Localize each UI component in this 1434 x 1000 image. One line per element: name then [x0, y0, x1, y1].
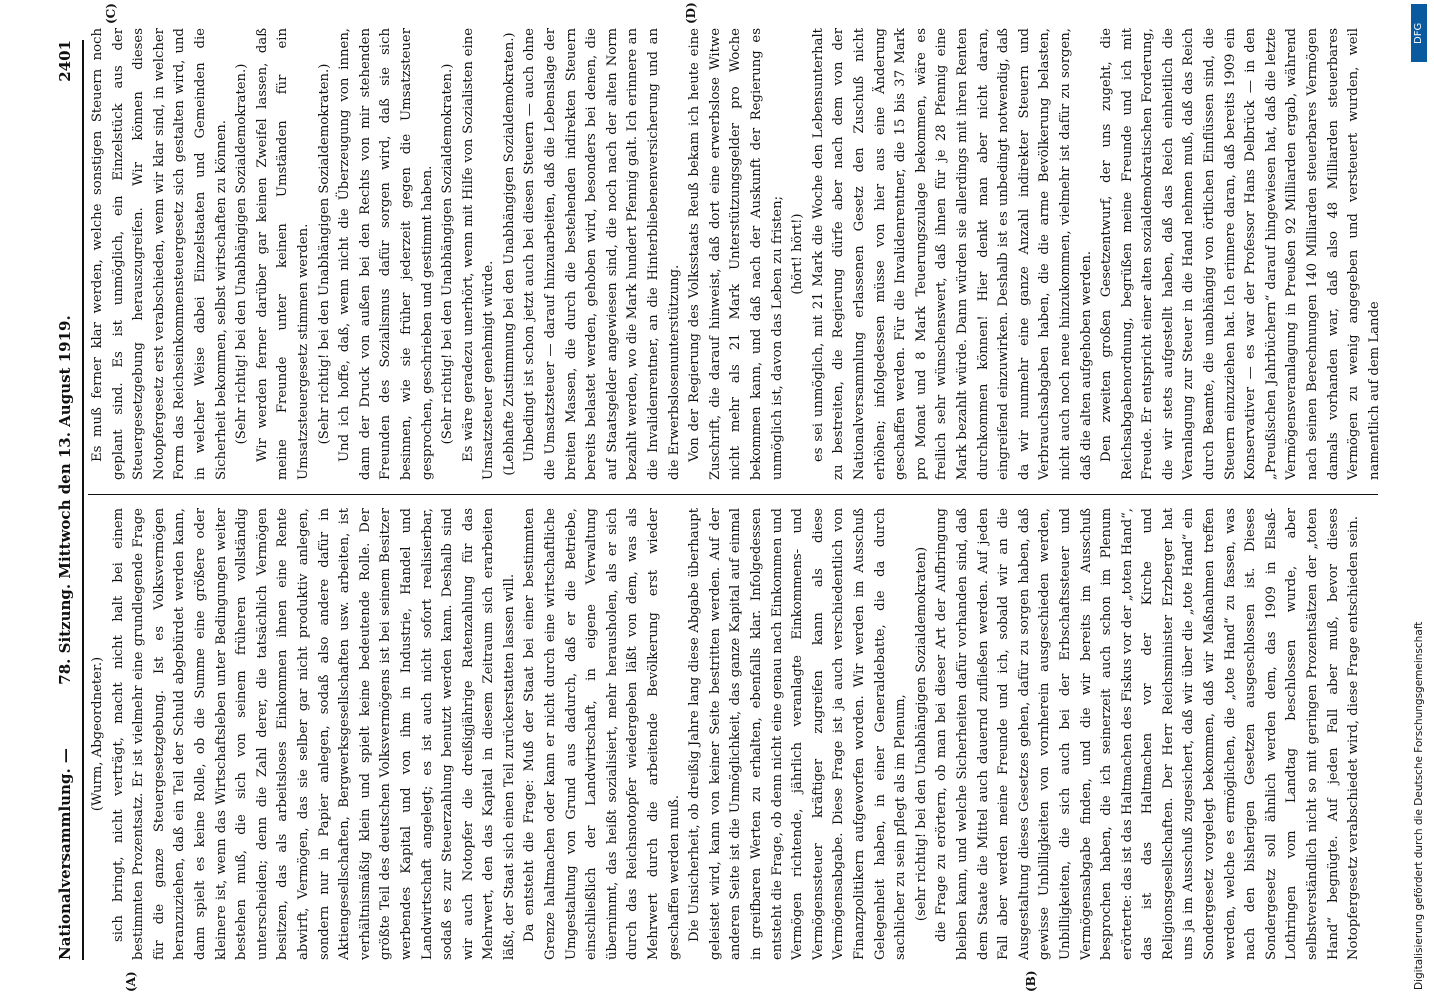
- speaker-line: (Wurm, Abgeordneter.): [90, 656, 105, 812]
- dfg-logo: DFG: [1411, 4, 1427, 62]
- header-rule: [82, 40, 84, 960]
- page-number: 2401: [56, 40, 74, 82]
- interjection: (Sehr richtig! bei den Unabhängigen Sozialdemokraten.): [440, 63, 456, 445]
- paragraph: Und ich hoffe, daß, wenn nicht die Überzeugung von innen, dann der Druck von außen bei den Rechts von mir stehenden Freunden des Sozialismus dafür sorgen wird, daß sie sich besinnen, wie sie früher jederzeit gegen die Umsatzsteuer gesprochen, geschrieben und gestimmt haben.: [337, 28, 435, 480]
- paragraph: es sei unmöglich, mit 21 Mark die Woche den Lebensunterhalt zu bestreiten, die Regierung dürfe aber nach dem von der Nationalversammlung erlassenen Gesetz den Zuschuß nicht erhöhen; infolgedessen müsse von hier aus eine Änderung geschaffen werden. Für die Invalidenrentner, die 15 bis 37 Mark pro Monat und 8 Mark Teuerungszulage bekommen, wäre es freilich sehr wünschenswert, daß ihnen für je 28 Pfennig eine Mark bezahlt würde. Dann würden sie allerdings mit ihren Renten durchkommen können! Hier denkt man aber nicht daran, eingreifend einzuwirken. Deshalb ist es unbedingt notwendig, daß da wir nunmehr eine ganze Anzahl indirekter Steuern und Verbrauchsabgaben haben, die die arme Bevölkerung belasten, nicht auch noch neue hinzukommen, vielmehr ist dafür zu sorgen, daß die alten aufgehoben werden.: [810, 28, 1094, 480]
- text-column-left: [88, 508, 1388, 960]
- margin-marker-d: (D): [684, 2, 698, 24]
- interjection: (Sehr richtig! bei den Unabhängigen Sozialdemokraten.): [234, 63, 250, 445]
- interjection: (Sehr richtig! bei den Unabhängigen Sozialdemokraten.): [316, 63, 332, 445]
- page-header: [52, 40, 78, 960]
- text-column-right: [88, 28, 1388, 480]
- paragraph: Die Unsicherheit, ob dreißig Jahre lang diese Abgabe überhaupt geleistet wird, kann von keiner Seite bestritten werden. Auf der anderen Seite ist die Unmöglichkeit, das ganze Kapital auf einmal in greifbaren Werten zu erhalten, ebenfalls klar. Infolgedessen entsteht die Frage, ob denn nicht eine genau nach Einkommen und Vermögen richtende, jährlich veranlagte Einkommens- und Vermögenssteuer kräftiger zugreifen kann als diese Vermögensabgabe. Diese Frage ist ja auch verschiedentlich von Finanzpolitikern aufgeworfen worden. Wir werden im Ausschuß Gelegenheit haben, in einer Generaldebatte, die da durch sachlicher zu sein pflegt als im Plenum,: [687, 508, 909, 960]
- paragraph: Unbedingt ist schon jetzt auch bei diesen Steuern — auch ohne die Umsatzsteuer — darauf hinzuarbeiten, daß die Lebenslage der breiten Massen, die durch die bestehenden indirekten Steuern bereits belastet werden, gehoben wird, besonders bei denen, die auf Staatsgelder angewiesen sind, die noch nach der alten Norm bezahlt werden, wo die Mark hundert Pfennig galt. Ich erinnere an die Invalidenrentner, an die Hinterbliebenenversicherung und an die Erwerbslosenunterstützung.: [522, 28, 682, 480]
- paragraph: Wir werden ferner darüber gar keinen Zweifel lassen, daß meine Freunde unter keinen Umständen für ein Umsatzsteuergesetz stimmen werden.: [254, 28, 311, 480]
- paragraph: Da entsteht die Frage: Muß der Staat bei einer bestimmten Grenze haltmachen oder kann er nicht durch eine wirtschaftliche Umgestaltung von Grund aus dadurch, daß er die Betriebe, einschließlich der Landwirtschaft, in eigene Verwaltung übernimmt, das heißt sozialisiert, mehr herausholen, als er sich durch das Reichsnotopfer wiedergeben läßt von dem, was als Mehrwert durch die arbeitende Bevölkerung erst wieder geschaffen werden muß.: [522, 508, 682, 960]
- paragraph: Es wäre geradezu unerhört, wenn mit Hilfe von Sozialisten eine Umsatzsteuer genehmigt würde.: [460, 28, 497, 480]
- paragraph: die Frage zu erörtern, ob man bei dieser Art der Aufbringung bleiben kann, und welche Sicherheiten dafür vorhanden sind, daß dem Staate die Mittel auch dauernd zufließen werden. Auf jeden Fall aber werden meine Freunde und ich, sobald wir an die Ausgestaltung dieses Gesetzes gehen, dafür zu sorgen haben, daß gewisse Unbilligkeiten von vornherein ausgeschieden werden, Unbilligkeiten, die sich auch bei der Erbschaftssteuer und Vermögensabgabe finden, und die wir bereits im Ausschuß besprochen haben, die ich seinerzeit auch schon im Plenum erörterte: das ist das Haltmachen des Fiskus vor der „toten Hand“, das ist das Haltmachen vor der Kirche und Religionsgesellschaften. Der Herr Reichsminister Erzberger hat uns ja im Ausschuß zugesichert, daß wir über die „tote Hand“ ein Sondergesetz vorgelegt bekommen, daß wir Maßnahmen treffen werden, welche es ermöglichen, die „tote Hand“ zu fassen, was nach den bisherigen Gesetzen ausgeschlossen ist. Dieses Sondergesetz soll ähnlich werden dem, das 1909 in Elsaß-Lothringen vom Landtag beschlossen wurde, aber selbstverständlich nicht so mit geringen Prozentsätzen der „toten Hand“ begnügte. Auf jeden Fall aber muß, bevor dieses Notopfergesetz verabschiedet wird, diese Frage entschieden sein.: [934, 508, 1362, 960]
- header-left: Nationalversammlung. —: [56, 748, 74, 960]
- digitization-credit: Digitalisierung gefördert durch die Deutsche Forschungsgemeinschaft: [1413, 621, 1425, 990]
- interjection: (sehr richtig! bei den Unabhängigen Sozialdemokraten): [913, 546, 929, 922]
- interjection: (Lebhafte Zustimmung bei den Unabhängigen Sozialdemokraten.): [501, 32, 517, 476]
- interjection: (hört! hört!): [790, 213, 806, 295]
- margin-marker-b: (B): [1024, 970, 1038, 992]
- paragraph: Den zweiten großen Gesetzentwurf, der uns zugeht, die Reichsabgabenordnung, begrüßen meine Freunde und ich mit Freude. Er entspricht einer alten sozialdemokratischen Forderung, die wir stets aufgestellt haben, daß das Reich einheitlich die Veranlagung zur Steuer in die Hand nehmen muß, daß das Reich durch Beamte, die unabhängig von örtlichen Einflüssen sind, die Steuern einzuziehen hat. Ich erinnere daran, daß bereits 1909 ein Konservativer — es war der Professor Hans Delbrück — in den „Preußischen Jahrbüchern“ darauf hingewiesen hat, daß die letzte Vermögensveranlagung in Preußen 92 Milliarden ergab, während nach seinen Berechnungen 140 Milliarden steuerbares Vermögen damals vorhanden war, daß also 48 Milliarden steuerbares Vermögen zu wenig angegeben und versteuert wurden, weil namentlich auf dem Lande: [1099, 28, 1382, 480]
- margin-marker-c: (C): [104, 3, 118, 24]
- paragraph: sich bringt, nicht verträgt, macht nicht halt bei einem bestimmten Prozentsatz. Er ist vielmehr eine grundlegende Frage für die ganze Steuergesetzgebung. Ist es Volksvermögen heranzuziehen, daß ein Teil der Schuld abgebürdet werden kann, dann spielt es keine Rolle, ob die Summe eine größere oder kleinere ist, wenn das Wirtschaftsleben unter Bedingungen weiter bestehen muß, die sich von seinem früheren vollständig unterscheiden; denn die Zahl derer, die tatsächlich Vermögen besitzen, das als arbeitsloses Einkommen ihnen eine Rente abwirft, Vermögen, das sie selber gar nicht produktiv anlegen, sondern nur in Papier anlegen, sodaß also andere dafür in Aktiengesellschaften, Bergwerksgesellschaften usw. arbeiten, ist verhältnismäßig klein und spielt keine bedeutende Rolle. Der größte Teil des deutschen Volksvermögens ist bei seinem Besitzer werbendes Kapital und von ihm in Industrie, Handel und Landwirtschaft angelegt; es ist auch nicht sofort realisierbar, sodaß es zur Steuerzahlung benutzt werden kann. Deshalb sind wir auch Notopfer die dreißigjährige Ratenzahlung für das Mehrwert, den das Kapital in diesem Zeitraum sich erarbeiten läßt, der Staat sich einen Teil zurückerstatten lassen will.: [110, 508, 517, 960]
- paragraph: Es muß ferner klar werden, welche sonstigen Steuern noch geplant sind. Es ist unmöglich, ein Einzelstück aus der Steuergesetzgebung herauszugreifen. Wir können dieses Notopfergesetz erst verabschieden, wenn wir klar sind, in welcher Form das Reichseinkommensteuergesetz sich gestalten wird, und in welcher Weise dabei Einzelstaaten und Gemeinden die Sicherheit bekommen, selbst wirtschaften zu können.: [90, 28, 229, 480]
- header-center: 78. Sitzung. Mittwoch den 13. August 1919.: [56, 315, 74, 685]
- column-divider: [88, 494, 1378, 495]
- rotated-document-page: [44, 0, 1394, 1000]
- margin-marker-a: (A): [124, 971, 138, 992]
- paragraph: Von der Regierung des Volksstaats Reuß bekam ich heute eine Zuschrift, die darauf hinweist, daß dort eine erwerbslose Witwe nicht mehr als 21 Mark Unterstützungsgelder pro Woche bekommen kann, und daß nach der Auskunft der Regierung es unmöglich ist, davon das Leben zu fristen;: [687, 28, 785, 480]
